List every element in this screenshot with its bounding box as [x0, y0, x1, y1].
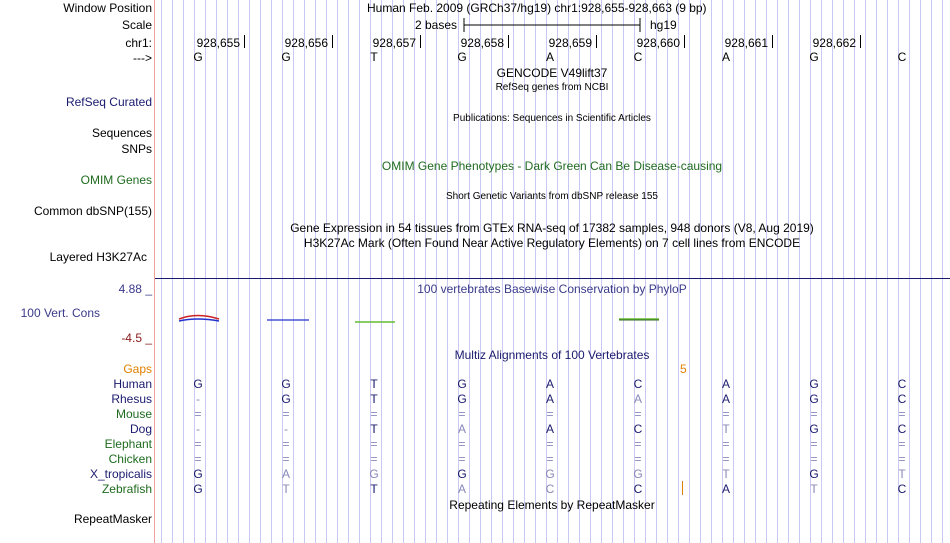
alignment-base: A: [281, 467, 291, 481]
alignment-base: G: [281, 377, 291, 391]
guideline: [304, 0, 305, 543]
guideline: [766, 0, 767, 543]
species-label[interactable]: Zebrafish: [101, 482, 152, 496]
alignment-base: A: [721, 482, 731, 496]
species-label[interactable]: Human: [113, 377, 152, 391]
coordinate-tick: [508, 35, 509, 48]
alignment-base: T: [810, 482, 818, 496]
dbsnp-track-label[interactable]: Common dbSNP(155): [33, 204, 152, 218]
guideline: [249, 0, 250, 543]
coordinate-label: 928,658: [460, 36, 504, 50]
alignment-base: =: [282, 437, 290, 451]
guideline: [447, 0, 448, 543]
snps-track-label[interactable]: SNPs: [121, 142, 152, 156]
guideline: [854, 0, 855, 543]
gencode-track-title[interactable]: GENCODE V49lift37: [496, 66, 608, 80]
omim-track-title[interactable]: OMIM Gene Phenotypes - Dark Green Can Be Disease-causing: [381, 159, 723, 173]
coordinate-label: 928,656: [284, 36, 328, 50]
alignment-base: T: [722, 422, 730, 436]
alignment-base: T: [370, 377, 378, 391]
guideline: [656, 0, 657, 543]
coordinate-tick: [332, 35, 333, 48]
alignment-base: =: [194, 407, 202, 421]
alignment-base: =: [458, 437, 466, 451]
coordinate-label: 928,659: [548, 36, 592, 50]
coordinate-label: 928,662: [812, 36, 856, 50]
alignment-base: G: [457, 377, 467, 391]
alignment-base: G: [809, 422, 819, 436]
alignment-base: A: [721, 377, 731, 391]
alignment-base: =: [634, 407, 642, 421]
guideline: [315, 0, 316, 543]
alignment-base: T: [282, 482, 290, 496]
publications-track-title[interactable]: Publications: Sequences in Scientific Articles: [453, 113, 651, 124]
guideline: [403, 0, 404, 543]
alignment-base: C: [633, 422, 643, 436]
alignment-base: =: [810, 437, 818, 451]
guideline: [172, 0, 173, 543]
guideline: [788, 0, 789, 543]
species-label[interactable]: Dog: [129, 422, 152, 436]
guideline: [205, 0, 206, 543]
coordinate-tick: [244, 35, 245, 48]
alignment-base: -: [196, 392, 200, 406]
alignment-base: G: [457, 467, 467, 481]
dbsnp-track-title[interactable]: Short Genetic Variants from dbSNP release 155: [446, 191, 658, 202]
alignment-base: =: [282, 452, 290, 466]
coordinate-tick: [596, 35, 597, 48]
h3k27ac-track-title[interactable]: H3K27Ac Mark (Often Found Near Active Regulatory Elements) on 7 cell lines from ENCODE: [303, 236, 801, 250]
track-divider-line: [155, 278, 950, 279]
reference-base: A: [545, 50, 555, 64]
guideline: [876, 0, 877, 543]
guideline: [480, 0, 481, 543]
guideline: [161, 0, 162, 543]
coordinate-label: 928,655: [196, 36, 240, 50]
gap-insert-marker: [682, 481, 683, 495]
guideline: [689, 0, 690, 543]
alignment-base: -: [284, 422, 288, 436]
alignment-base: G: [809, 377, 819, 391]
conservation-min-label: -4.5 _: [121, 331, 152, 345]
guideline: [381, 0, 382, 543]
guideline: [337, 0, 338, 543]
guideline: [414, 0, 415, 543]
guideline: [887, 0, 888, 543]
alignment-base: =: [898, 407, 906, 421]
window-position-label: Window Position: [63, 1, 152, 15]
guideline: [865, 0, 866, 543]
guideline: [227, 0, 228, 543]
guideline: [348, 0, 349, 543]
reference-base: A: [721, 50, 731, 64]
species-label[interactable]: Elephant: [104, 437, 152, 451]
coordinate-label: 928,660: [636, 36, 680, 50]
conservation-max-label: 4.88 _: [118, 282, 152, 296]
alignment-base: =: [546, 452, 554, 466]
coordinate-label: 928,657: [372, 36, 416, 50]
conservation-track-label[interactable]: 100 Vert. Cons: [20, 306, 100, 320]
alignment-base: A: [545, 392, 555, 406]
guideline: [678, 0, 679, 543]
sequences-track-label[interactable]: Sequences: [91, 126, 152, 140]
guideline: [942, 0, 943, 543]
alignment-base: T: [370, 422, 378, 436]
alignment-base: G: [545, 467, 555, 481]
alignment-base: C: [633, 377, 643, 391]
alignment-base: =: [194, 437, 202, 451]
alignment-base: A: [457, 482, 467, 496]
repeatmasker-track-label[interactable]: RepeatMasker: [73, 512, 152, 526]
refseq-track-label[interactable]: RefSeq Curated: [65, 95, 152, 109]
coordinate-label: 928,661: [724, 36, 768, 50]
alignment-base: G: [193, 377, 203, 391]
guideline: [700, 0, 701, 543]
guideline: [777, 0, 778, 543]
guideline: [821, 0, 822, 543]
guideline: [799, 0, 800, 543]
guideline: [744, 0, 745, 543]
alignment-base: -: [196, 422, 200, 436]
alignment-base: =: [810, 452, 818, 466]
alignment-base: C: [897, 392, 907, 406]
alignment-base: =: [546, 407, 554, 421]
multiz-track-title[interactable]: Multiz Alignments of 100 Vertebrates: [454, 348, 650, 362]
coordinate-tick: [420, 35, 421, 48]
guideline: [326, 0, 327, 543]
h3k27ac-track-label[interactable]: Layered H3K27Ac: [49, 250, 147, 264]
alignment-base: T: [722, 467, 730, 481]
alignment-base: =: [722, 452, 730, 466]
reference-base: G: [457, 50, 467, 64]
species-label[interactable]: Chicken: [108, 452, 152, 466]
coordinate-tick: [684, 35, 685, 48]
alignment-base: C: [897, 422, 907, 436]
guideline: [920, 0, 921, 543]
alignment-base: =: [898, 452, 906, 466]
reference-base: G: [193, 50, 203, 64]
alignment-base: G: [281, 392, 291, 406]
alignment-base: G: [809, 392, 819, 406]
alignment-base: =: [194, 452, 202, 466]
guideline: [612, 0, 613, 543]
scale-bar: [462, 17, 642, 33]
guideline: [359, 0, 360, 543]
alignment-base: =: [370, 452, 378, 466]
alignment-base: C: [897, 482, 907, 496]
alignment-base: C: [545, 482, 555, 496]
coordinate-tick: [772, 35, 773, 48]
alignment-base: G: [457, 392, 467, 406]
alignment-base: A: [545, 422, 555, 436]
guideline: [733, 0, 734, 543]
alignment-base: =: [634, 437, 642, 451]
guideline: [425, 0, 426, 543]
scale-text: 2 bases: [415, 18, 458, 32]
window-position-text: Human Feb. 2009 (GRCh37/hg19) chr1:928,655-928,663 (9 bp): [367, 1, 707, 15]
guideline: [436, 0, 437, 543]
alignment-base: C: [897, 377, 907, 391]
guideline: [271, 0, 272, 543]
repeatmasker-track-title[interactable]: Repeating Elements by RepeatMasker: [449, 498, 655, 512]
guideline: [667, 0, 668, 543]
alignment-base: T: [898, 467, 906, 481]
reference-base: C: [897, 50, 907, 64]
alignment-base: G: [369, 467, 379, 481]
alignment-base: =: [722, 407, 730, 421]
guideline: [491, 0, 492, 543]
guideline: [909, 0, 910, 543]
alignment-base: =: [370, 407, 378, 421]
alignment-base: G: [193, 482, 203, 496]
alignment-base: =: [810, 407, 818, 421]
alignment-base: A: [633, 392, 643, 406]
refseq-track-subtitle[interactable]: RefSeq genes from NCBI: [495, 82, 609, 93]
conservation-graph[interactable]: [155, 308, 950, 332]
guideline: [260, 0, 261, 543]
reference-base: T: [370, 50, 378, 64]
alignment-base: =: [458, 407, 466, 421]
reference-base: G: [809, 50, 819, 64]
alignment-base: A: [457, 422, 467, 436]
guideline: [392, 0, 393, 543]
alignment-base: =: [898, 437, 906, 451]
chrom-label: chr1:: [125, 36, 152, 50]
alignment-base: =: [370, 437, 378, 451]
gaps-count: 5: [680, 362, 687, 376]
guideline: [931, 0, 932, 543]
alignment-base: =: [546, 437, 554, 451]
guideline: [843, 0, 844, 543]
alignment-base: G: [193, 467, 203, 481]
alignment-base: =: [458, 452, 466, 466]
alignment-base: =: [282, 407, 290, 421]
species-label[interactable]: Rhesus: [111, 392, 152, 406]
omim-track-label[interactable]: OMIM Genes: [80, 173, 152, 187]
alignment-base: T: [370, 392, 378, 406]
scale-assembly: hg19: [650, 18, 677, 32]
guideline: [293, 0, 294, 543]
guideline: [469, 0, 470, 543]
alignment-base: C: [633, 482, 643, 496]
label-divider: [154, 0, 155, 543]
alignment-base: G: [633, 467, 643, 481]
guideline: [238, 0, 239, 543]
alignment-base: =: [722, 437, 730, 451]
guideline: [832, 0, 833, 543]
guideline: [216, 0, 217, 543]
alignment-base: A: [721, 392, 731, 406]
conservation-track-title[interactable]: 100 vertebrates Basewise Conservation by PhyloP: [417, 282, 687, 296]
coordinate-tick: [860, 35, 861, 48]
species-label[interactable]: X_tropicalis: [89, 467, 152, 481]
guideline: [645, 0, 646, 543]
reference-base: C: [633, 50, 643, 64]
species-label[interactable]: Mouse: [115, 407, 152, 421]
guideline: [755, 0, 756, 543]
guideline: [623, 0, 624, 543]
gtex-track-title[interactable]: Gene Expression in 54 tissues from GTEx RNA-seq of 17382 samples, 948 donors (V8, Aug 2019): [290, 221, 814, 235]
alignment-base: T: [370, 482, 378, 496]
strand-label: --->: [133, 51, 152, 65]
gaps-label: Gaps: [123, 362, 152, 376]
guideline: [183, 0, 184, 543]
alignment-base: G: [809, 467, 819, 481]
alignment-base: =: [634, 452, 642, 466]
guideline: [711, 0, 712, 543]
alignment-base: A: [545, 377, 555, 391]
scale-label: Scale: [121, 18, 152, 32]
reference-base: G: [281, 50, 291, 64]
